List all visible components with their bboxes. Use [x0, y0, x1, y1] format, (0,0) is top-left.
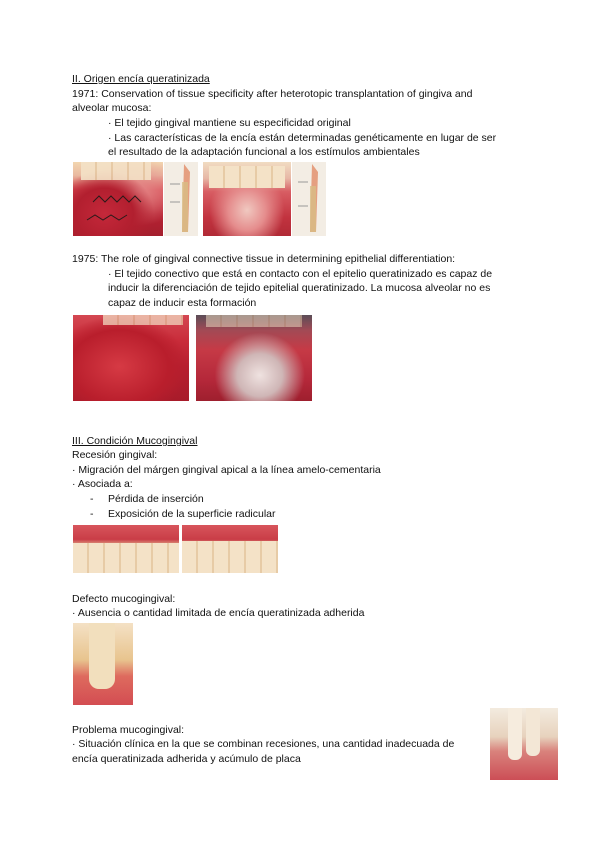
tooth-diagram-1	[164, 162, 198, 236]
text-1975: 1975: The role of gingival connective tissue in determining epithelial differentiation:	[72, 253, 456, 265]
recesion-title: Recesión gingival:	[72, 449, 158, 461]
clinical-photo-transplant-2	[203, 162, 291, 236]
sub-item-dash: -	[90, 508, 94, 520]
sub-item-exposicion: Exposición de la superficie radicular	[108, 508, 276, 520]
bullet-specificity: · El tejido gingival mantiene su especificidad original	[108, 117, 351, 129]
text-1971-line1: 1971: Conservation of tissue specificity after heterotopic transplantation of gingiva and	[72, 88, 473, 100]
clinical-photo-defect	[73, 623, 133, 705]
sub-item-perdida: Pérdida de inserción	[108, 493, 204, 505]
section-heading-origen: II. Origen encía queratinizada	[72, 73, 210, 85]
clinical-photo-problem	[490, 708, 558, 780]
sub-item-dash: -	[90, 493, 94, 505]
bullet-connective-line3: capaz de inducir esta formación	[108, 297, 257, 309]
tooth-diagram-2	[292, 162, 326, 236]
clinical-photo-recession-2	[182, 525, 278, 573]
clinical-photo-recession-1	[73, 525, 179, 573]
bullet-genetics-line1: · Las características de la encía están determinadas genéticamente en lugar de ser	[108, 132, 497, 144]
bullet-connective-line2: inducir la diferenciación de tejido epitelial queratinizado. La mucosa alveolar no es	[108, 282, 491, 294]
bullet-connective-line1: · El tejido conectivo que está en contacto con el epitelio queratinizado es capaz de	[108, 268, 493, 280]
section-heading-mucogingival: III. Condición Mucogingival	[72, 435, 198, 447]
clinical-photo-connective-2	[196, 315, 312, 401]
problema-line1: · Situación clínica en la que se combinan recesiones, una cantidad inadecuada de	[72, 738, 455, 750]
recesion-bullet-migracion: · Migración del márgen gingival apical a la línea amelo-cementaria	[72, 464, 381, 476]
problema-title: Problema mucogingival:	[72, 724, 185, 736]
problema-line2: encía queratinizada adherida y acúmulo de placa	[72, 753, 301, 765]
text-1971-line2: alveolar mucosa:	[72, 102, 152, 114]
recesion-bullet-asociada: · Asociada a:	[72, 478, 133, 490]
clinical-photo-transplant-1	[73, 162, 163, 236]
defecto-bullet: · Ausencia o cantidad limitada de encía queratinizada adherida	[72, 607, 365, 619]
defecto-title: Defecto mucogingival:	[72, 593, 176, 605]
bullet-genetics-line2: el resultado de la adaptación funcional a los estímulos ambientales	[108, 146, 420, 158]
clinical-photo-connective-1	[73, 315, 189, 401]
